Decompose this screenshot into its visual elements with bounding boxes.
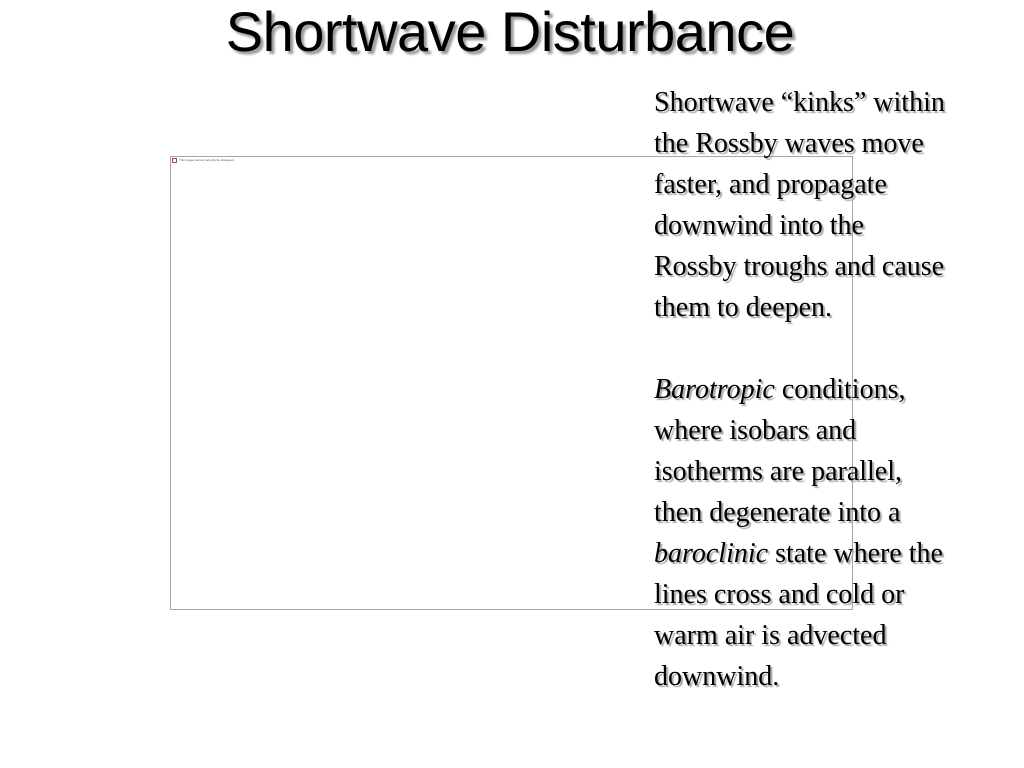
term-baroclinic: baroclinic bbox=[654, 538, 769, 569]
slide-title-text: Shortwave Disturbance bbox=[225, 0, 795, 63]
slide-title bbox=[0, 0, 1024, 70]
body-text bbox=[654, 82, 1022, 697]
paragraph-barotropic bbox=[654, 369, 1022, 697]
term-barotropic: Barotropic bbox=[654, 374, 775, 405]
paragraph-barotropic-text1: conditions, where isobars and isotherms are parallel, then degenerate into a bbox=[654, 374, 906, 528]
broken-image-icon bbox=[172, 158, 177, 163]
image-alt-text: This image cannot currently be displayed. bbox=[179, 158, 235, 162]
paragraph-barotropic-text2: state where the lines cross and cold or warm air is advected downwind. bbox=[654, 538, 943, 692]
paragraph-shortwave: Shortwave “kinks” within the Rossby waves move faster, and propagate downwind into the Rossby troughs and cause them to deepen. bbox=[654, 87, 945, 323]
